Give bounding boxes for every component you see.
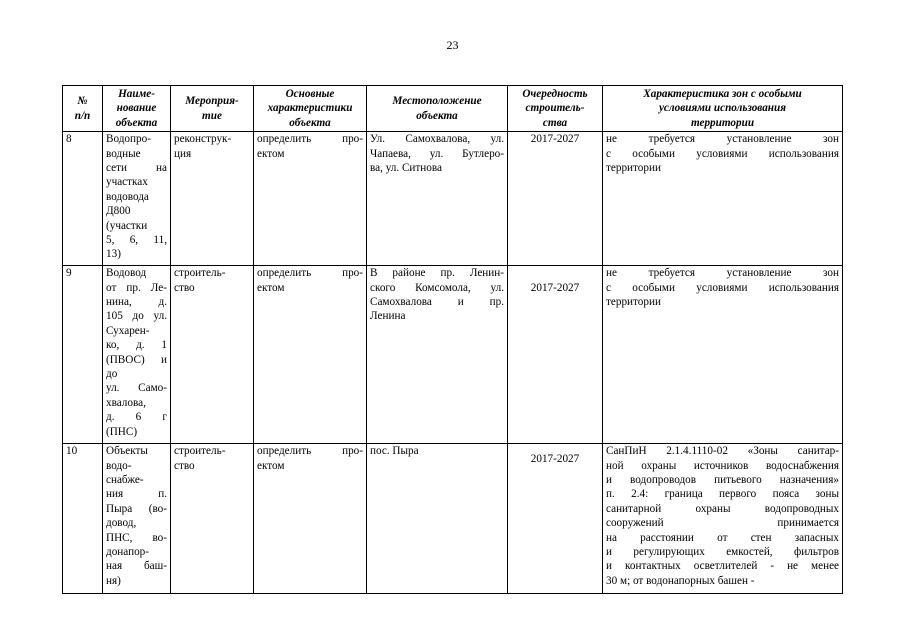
cell-line: (ПВОС) и xyxy=(106,353,167,366)
cell-line: донапор- xyxy=(106,546,149,559)
cell-line: ского Комсомола, ул. xyxy=(370,281,504,294)
cell-line: участках xyxy=(106,176,148,189)
cell-line: Водопро- xyxy=(106,133,151,146)
cell-line: ектом xyxy=(257,281,285,294)
cell-line: 30 м; от водонапорных башен - xyxy=(606,574,755,587)
cell-line: строитель- xyxy=(525,102,585,115)
cell-line: Мероприя- xyxy=(185,95,239,108)
cell-line: водовода xyxy=(106,190,149,203)
cell-line: Основные xyxy=(285,88,335,100)
cell-line: ектом xyxy=(257,459,285,472)
cell-line: (участки xyxy=(106,219,148,232)
cell-line: Местоположение xyxy=(392,95,482,108)
cell-line: Пыра (во- xyxy=(106,502,167,515)
event-cell xyxy=(171,444,254,594)
header-number xyxy=(63,86,103,132)
cell-line: Сухарен- xyxy=(106,324,150,337)
cell-line: ства xyxy=(542,116,568,129)
cell-line: довод, xyxy=(106,517,137,530)
table-row xyxy=(63,266,843,444)
cell-line: на расстоянии от стен запасных xyxy=(606,531,839,544)
object-name xyxy=(103,444,171,594)
cell-line: санитарной охраны водопроводных xyxy=(606,502,839,515)
cell-line: (ПНС) xyxy=(106,425,138,438)
cell-line: до xyxy=(106,368,118,381)
cell-line: Очередность xyxy=(522,88,588,100)
cell-line: ная баш- xyxy=(106,560,167,573)
cell-line: Водовод xyxy=(106,267,147,280)
cell-line: объекта xyxy=(289,116,331,129)
row-number: 9 xyxy=(63,266,103,444)
cell-line: ня) xyxy=(106,574,121,587)
location-cell xyxy=(367,444,508,594)
header-special-zones xyxy=(603,86,843,132)
cell-line: ния п. xyxy=(106,488,167,501)
cell-line: характеристики xyxy=(267,102,353,115)
header-construction-order xyxy=(508,86,603,132)
period-cell: 2017-2027 xyxy=(508,132,603,266)
cell-line: сети на xyxy=(106,162,167,175)
cell-line: определить про- xyxy=(257,267,363,280)
cell-line: и регулирующих емкостей, фильтров xyxy=(606,546,839,559)
cell-line: нование xyxy=(116,102,157,115)
cell-line: п. 2.4: граница первого пояса зоны xyxy=(606,488,839,501)
cell-line: определить про- xyxy=(257,133,363,146)
cell-line: определить про- xyxy=(257,445,363,458)
cell-line: строитель- xyxy=(174,267,226,280)
cell-line: 13) xyxy=(106,248,121,261)
zones-cell xyxy=(603,132,843,266)
cell-line: снабже- xyxy=(106,474,144,487)
table-row xyxy=(63,444,843,594)
cell-line: Ул. Самохвалова, ул. xyxy=(370,133,504,146)
cell-line: ция xyxy=(174,147,192,160)
cell-line: ул. Само- xyxy=(106,382,167,395)
characteristics-cell xyxy=(254,444,367,594)
cell-line: Характеристика зон с особыми xyxy=(643,88,802,100)
cell-line: территории xyxy=(606,296,661,309)
cell-line: и водопроводов питьевого назначения» xyxy=(606,474,839,487)
cell-line: пос. Пыра xyxy=(370,445,419,458)
event-cell xyxy=(171,266,254,444)
header-main-characteristics xyxy=(254,86,367,132)
cell-line: нина, д. xyxy=(106,296,167,309)
header-location xyxy=(367,86,508,132)
cell-line: объекта xyxy=(416,109,458,122)
cell-line: территории xyxy=(690,116,755,129)
cell-line: тие xyxy=(202,109,222,122)
object-name xyxy=(103,132,171,266)
cell-line: Чапаева, ул. Бутлеро- xyxy=(370,147,504,160)
header-object-name xyxy=(103,86,171,132)
cell-line: п/п xyxy=(74,109,91,122)
cell-line: СанПиН 2.1.4.1110-02 «Зоны санитар- xyxy=(606,445,839,458)
row-number: 10 xyxy=(63,444,103,594)
cell-line: объекта xyxy=(115,116,158,129)
planning-table xyxy=(62,85,843,594)
event-cell xyxy=(171,132,254,266)
table-header-row xyxy=(63,86,843,132)
cell-line: условиями использования xyxy=(658,102,787,115)
cell-line: Самохвалова и пр. xyxy=(370,296,504,309)
period-cell: 2017-2027 xyxy=(508,266,603,444)
cell-line: В районе пр. Ленин- xyxy=(370,267,504,280)
cell-line: сооружений принимается xyxy=(606,517,839,530)
location-cell xyxy=(367,132,508,266)
cell-line: не требуется установление зон xyxy=(606,133,839,146)
cell-line: ва, ул. Ситнова xyxy=(370,162,442,175)
characteristics-cell xyxy=(254,266,367,444)
cell-line: 5, 6, 11, xyxy=(106,234,167,247)
cell-line: водные xyxy=(106,147,141,160)
cell-line: с особыми условиями использования xyxy=(606,147,839,160)
cell-line: ектом xyxy=(257,147,285,160)
row-number: 8 xyxy=(63,132,103,266)
cell-line: ной охраны источников водоснабжения xyxy=(606,459,839,472)
cell-line: Наиме- xyxy=(118,88,155,100)
cell-line: д. 6 г xyxy=(106,411,167,424)
period-cell: 2017-2027 xyxy=(508,444,603,594)
cell-line: реконструк- xyxy=(174,133,232,146)
characteristics-cell xyxy=(254,132,367,266)
table-row xyxy=(63,132,843,266)
cell-line: ко, д. 1 xyxy=(106,339,167,352)
zones-cell xyxy=(603,266,843,444)
cell-line: Ленина xyxy=(370,310,406,323)
cell-line: ство xyxy=(174,281,195,294)
page-number: 23 xyxy=(446,38,459,52)
cell-line: и контактных осветлителей - не менее xyxy=(606,560,839,573)
cell-line: ство xyxy=(174,459,195,472)
cell-line: не требуется установление зон xyxy=(606,267,839,280)
location-cell xyxy=(367,266,508,444)
cell-line: водо- xyxy=(106,459,132,472)
header-event xyxy=(171,86,254,132)
cell-line: № xyxy=(77,95,88,108)
cell-line: ПНС, во- xyxy=(106,531,167,544)
cell-line: территории xyxy=(606,162,661,175)
cell-line: Д800 xyxy=(106,205,131,218)
cell-line: строитель- xyxy=(174,445,226,458)
cell-line: с особыми условиями использования xyxy=(606,281,839,294)
cell-line: хвалова, xyxy=(106,396,146,409)
cell-line: 105 до ул. xyxy=(106,310,167,323)
cell-line: Объекты xyxy=(106,445,148,458)
cell-line: от пр. Ле- xyxy=(106,281,167,294)
object-name xyxy=(103,266,171,444)
zones-cell xyxy=(603,444,843,594)
